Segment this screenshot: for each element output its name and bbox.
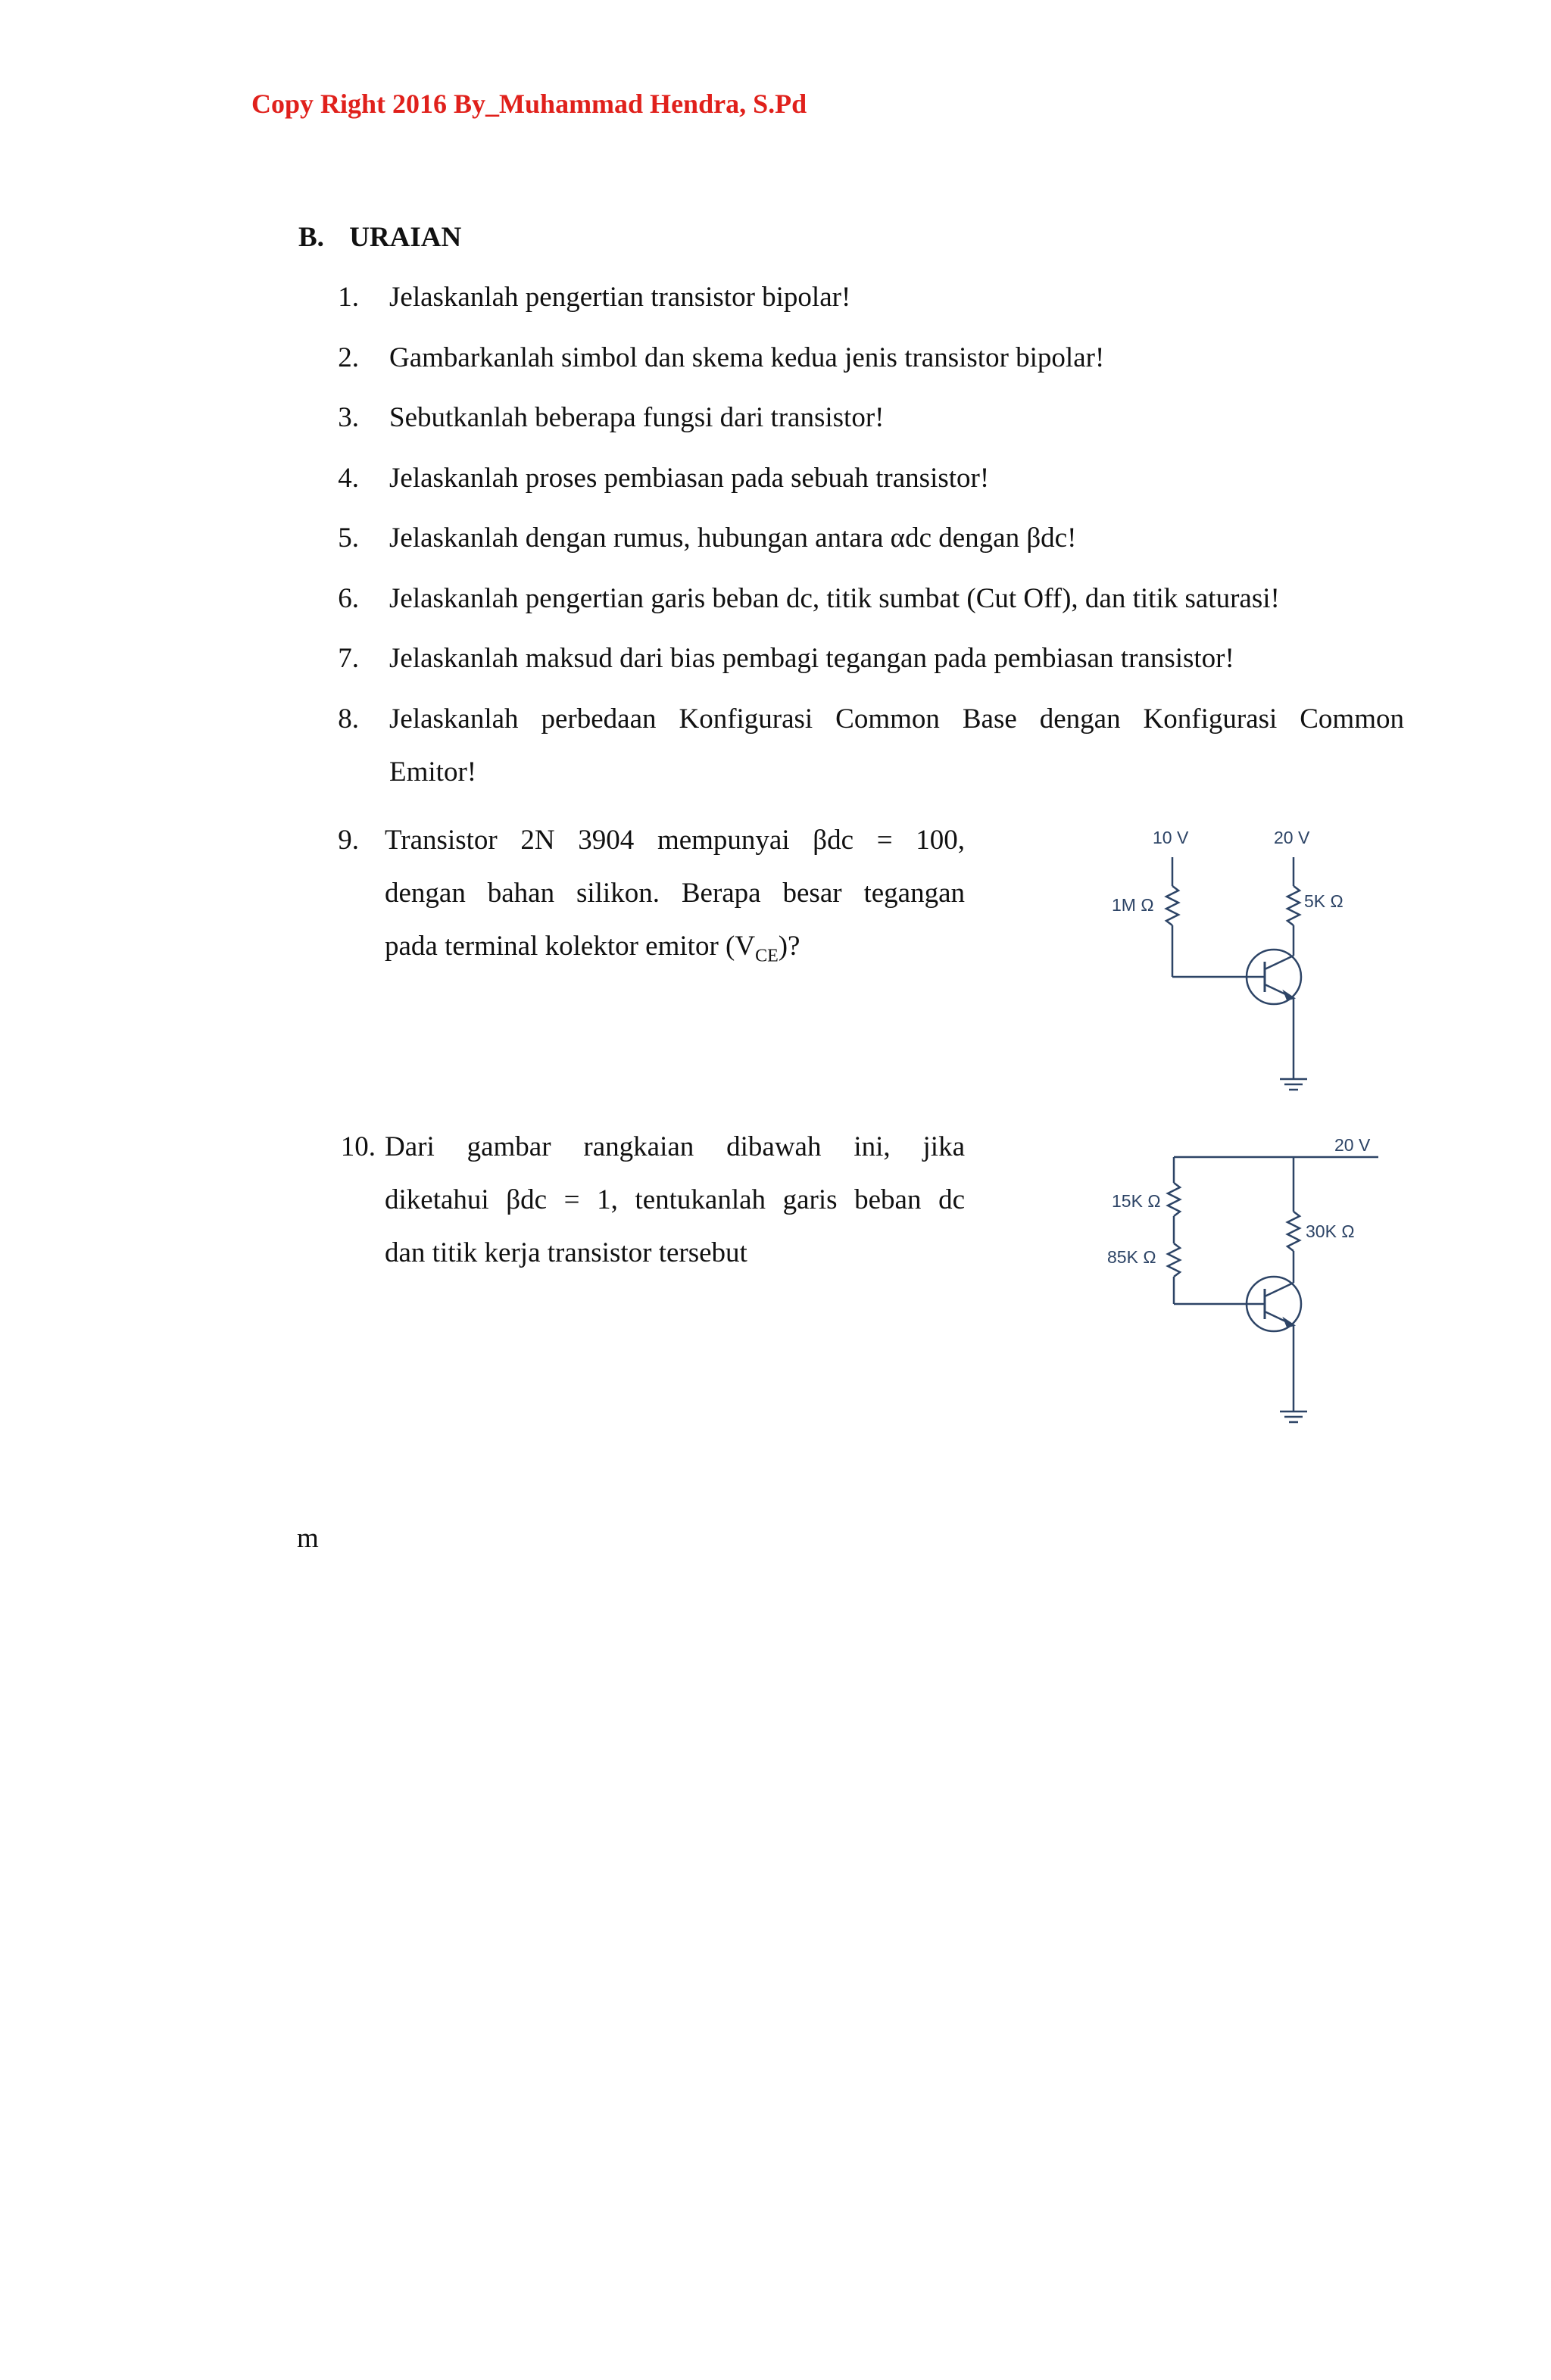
section-heading <box>298 221 461 254</box>
question-number: 3. <box>338 402 359 433</box>
label-rc: 5K Ω <box>1304 891 1343 911</box>
question-text-line3: dan titik kerja transistor tersebut <box>385 1237 747 1268</box>
question-number: 9. <box>338 825 359 856</box>
question-text-line2: Emitor! <box>389 756 477 788</box>
resistor-rc <box>1287 1212 1300 1251</box>
copyright-header: Copy Right 2016 By_Muhammad Hendra, S.Pd <box>251 89 807 119</box>
question-number: 8. <box>338 703 359 735</box>
question-9 <box>298 814 965 981</box>
question-number: 5. <box>338 522 359 554</box>
question-text: Gambarkanlah simbol dan skema kedua jenis transistor bipolar! <box>389 342 1105 373</box>
question-text: Sebutkanlah beberapa fungsi dari transistor! <box>389 402 885 433</box>
question-number: 2. <box>338 342 359 373</box>
label-r2: 85K Ω <box>1107 1247 1156 1267</box>
question-number: 1. <box>338 282 359 313</box>
label-vb: 10 V <box>1153 828 1189 847</box>
question-text: Jelaskanlah pengertian transistor bipolar! <box>389 282 851 313</box>
question-10 <box>298 1121 965 1287</box>
question-text-line2: diketahui βdc = 1, tentukanlah garis beban dc <box>385 1184 965 1215</box>
label-vcc: 20 V <box>1334 1135 1371 1155</box>
label-vc: 20 V <box>1274 828 1310 847</box>
section-title: URAIAN <box>349 222 462 253</box>
question-8 <box>298 693 1404 799</box>
question-text: Jelaskanlah dengan rumus, hubungan antara αdc dengan βdc! <box>389 522 1077 554</box>
question-text: Jelaskanlah maksud dari bias pembagi tegangan pada pembiasan transistor! <box>389 643 1234 674</box>
stray-text: m <box>297 1523 319 1554</box>
section-letter: B. <box>298 222 324 253</box>
label-r1: 15K Ω <box>1112 1191 1161 1211</box>
question-text-line1: Jelaskanlah perbedaan Konfigurasi Common Base dengan Konfigurasi Common <box>389 703 1404 735</box>
resistor-r2 <box>1168 1243 1180 1277</box>
resistor-rb <box>1166 886 1178 925</box>
circuit-diagram-1 <box>1091 818 1378 1106</box>
question-text: Jelaskanlah proses pembiasan pada sebuah transistor! <box>389 463 990 494</box>
question-text-line3: pada terminal kolektor emitor $(V_{CE})$? <box>385 931 800 966</box>
question-text-line1: Dari gambar rangkaian dibawah ini, jika <box>385 1131 965 1162</box>
question-number: 6. <box>338 583 359 614</box>
question-number: 7. <box>338 643 359 674</box>
question-text-line1: Transistor 2N 3904 mempunyai βdc = 100, <box>385 825 965 856</box>
label-rb: 1M Ω <box>1112 895 1154 915</box>
question-number: 10. <box>340 1131 376 1162</box>
circuit-diagram-2 <box>1091 1128 1393 1431</box>
question-text: Jelaskanlah pengertian garis beban dc, titik sumbat (Cut Off), dan titik saturasi! <box>389 583 1280 614</box>
resistor-rc <box>1287 886 1300 925</box>
question-text-line2: dengan bahan silikon. Berapa besar tegangan <box>385 878 965 909</box>
resistor-r1 <box>1168 1183 1180 1216</box>
question-number: 4. <box>338 463 359 494</box>
label-rc: 30K Ω <box>1306 1221 1355 1241</box>
